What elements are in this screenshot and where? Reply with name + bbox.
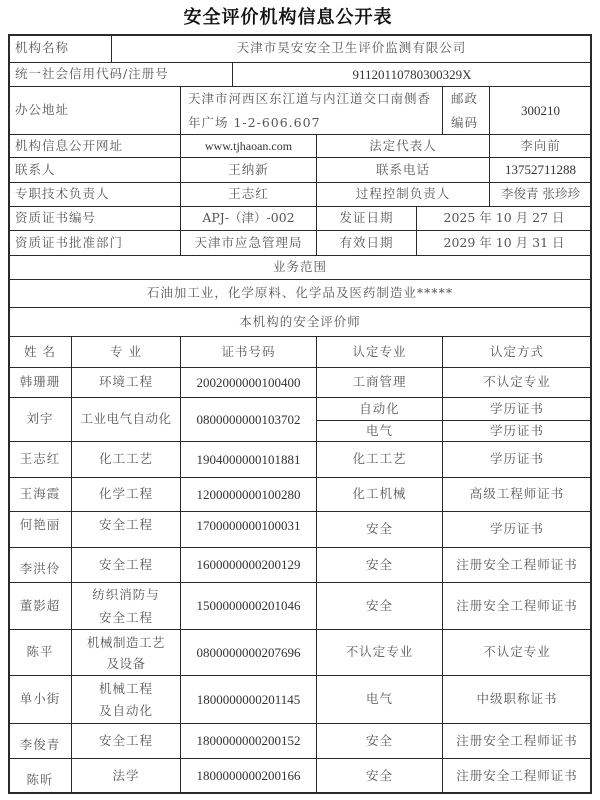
staff-major: 安全工程: [71, 547, 181, 583]
staff-recognized: 化工机械: [316, 477, 443, 512]
staff-cert: 1904000000101881: [180, 441, 317, 478]
org-name-label: 机构名称: [8, 34, 112, 63]
staff-recognized: 安全: [316, 547, 443, 583]
issue-date: 2025 年 10 月 27 日: [416, 206, 592, 231]
staff-major-line-2: 及自动化: [98, 702, 153, 718]
header-recognized: 认定专业: [316, 336, 443, 368]
address-label: 办公地址: [8, 86, 181, 135]
staff-major: 化学工程: [71, 477, 181, 512]
staff-major-line-2: 及设备: [106, 655, 146, 671]
staff-method: 学历证书: [442, 397, 592, 421]
header-name: 姓 名: [8, 336, 72, 368]
phone: 13752711288: [489, 157, 592, 183]
staff-name: 李洪伶: [8, 547, 72, 583]
staff-major: 安全工程: [71, 723, 181, 759]
staff-recognized: 安全: [316, 511, 443, 548]
staff-cert: 2002000000100400: [180, 367, 317, 398]
staff-major: [71, 675, 181, 724]
staff-recognized: 不认定专业: [316, 629, 443, 676]
tech-lead-label: 专职技术负责人: [8, 182, 181, 207]
staff-cert: 1600000000200129: [180, 547, 317, 583]
approval-dept-label: 资质证书批准部门: [8, 230, 181, 256]
staff-recognized: 电气: [316, 675, 443, 724]
staff-major-line-2: 安全工程: [98, 610, 153, 625]
credit-code-label: 统一社会信用代码/注册号: [8, 62, 233, 87]
staff-name: 陈昕: [8, 758, 72, 794]
staff-recognized: 化工工艺: [316, 441, 443, 478]
staff-name: 王志红: [8, 441, 72, 478]
address: 天津市河西区东江道与内江道交口南侧香年广场 1-2-606.607: [180, 86, 443, 135]
contact-label: 联系人: [8, 157, 181, 183]
legal-rep: 李向前: [489, 134, 592, 158]
staff-section-label: 本机构的安全评价师: [8, 307, 592, 337]
staff-cert: 1800000000201145: [180, 675, 317, 724]
staff-method: 注册安全工程师证书: [442, 582, 592, 630]
staff-name: 韩珊珊: [8, 367, 72, 398]
staff-method: 中级职称证书: [442, 675, 592, 724]
staff-major: 安全工程: [71, 511, 181, 548]
website-link[interactable]: www.tjhaoan.com: [180, 134, 317, 158]
staff-method-2: 学历证书: [442, 420, 592, 442]
staff-name: 董影超: [8, 582, 72, 630]
tech-lead: 王志红: [180, 182, 317, 207]
staff-method: 学历证书: [442, 511, 592, 548]
valid-date: 2029 年 10 月 31 日: [416, 230, 592, 256]
valid-date-label: 有效日期: [316, 230, 417, 256]
staff-major-line-1: 纺织消防与: [92, 587, 160, 602]
process-lead: 李俊青 张珍珍: [489, 182, 592, 207]
postcode: 300210: [489, 86, 592, 135]
issue-date-label: 发证日期: [316, 206, 417, 231]
staff-cert: 1500000000201046: [180, 582, 317, 630]
staff-major-line-1: 机械工程: [98, 680, 153, 696]
staff-major: [71, 629, 181, 676]
scope-label: 业务范围: [8, 255, 592, 280]
staff-method: 注册安全工程师证书: [442, 723, 592, 759]
header-method: 认定方式: [442, 336, 592, 368]
header-cert: 证书号码: [180, 336, 317, 368]
approval-dept: 天津市应急管理局: [180, 230, 317, 256]
process-lead-label: 过程控制负责人: [316, 182, 490, 207]
staff-method: 不认定专业: [442, 367, 592, 398]
staff-recognized-2: 电气: [316, 420, 443, 442]
credit-code: 91120110780300329X: [232, 62, 592, 87]
staff-name: 王海霞: [8, 477, 72, 512]
staff-cert: 1200000000100280: [180, 477, 317, 512]
postcode-label: 邮政编码: [442, 86, 490, 135]
staff-major: 化工工艺: [71, 441, 181, 478]
staff-recognized: 安全: [316, 723, 443, 759]
phone-label: 联系电话: [316, 157, 490, 183]
org-name: 天津市昊安安全卫生评价监测有限公司: [111, 34, 592, 63]
staff-method: 高级工程师证书: [442, 477, 592, 512]
staff-recognized: 工商管理: [316, 367, 443, 398]
staff-cert: 1800000000200166: [180, 758, 317, 794]
staff-recognized: 安全: [316, 758, 443, 794]
page-title: 安全评价机构信息公开表: [183, 7, 393, 28]
staff-method: 注册安全工程师证书: [442, 758, 592, 794]
header-major: 专 业: [71, 336, 181, 368]
staff-recognized: 安全: [316, 582, 443, 630]
staff-major: [71, 582, 181, 630]
cert-no: APJ-（津）-002: [180, 206, 317, 231]
staff-cert: 0800000000207696: [180, 629, 317, 676]
cert-no-label: 资质证书编号: [8, 206, 181, 231]
contact: 王纳新: [180, 157, 317, 183]
website-label: 机构信息公开网址: [8, 134, 181, 158]
staff-name: 陈平: [8, 629, 72, 676]
staff-major: 法学: [71, 758, 181, 794]
staff-cert: 1700000000100031: [180, 511, 317, 548]
legal-rep-label: 法定代表人: [316, 134, 490, 158]
staff-cert: 1800000000200152: [180, 723, 317, 759]
staff-method: 注册安全工程师证书: [442, 547, 592, 583]
scope: 石油加工业，化学原料、化学品及医药制造业*****: [8, 279, 592, 308]
staff-method: 学历证书: [442, 441, 592, 478]
staff-cert: 0800000000103702: [180, 397, 317, 442]
staff-major: 工业电气自动化: [71, 397, 181, 442]
staff-name: 刘宇: [8, 397, 72, 442]
staff-name: 李俊青: [8, 723, 72, 759]
staff-name: 何艳丽: [8, 511, 72, 548]
staff-major: 环境工程: [71, 367, 181, 398]
staff-major-line-1: 机械制造工艺: [86, 634, 165, 650]
staff-method: 不认定专业: [442, 629, 592, 676]
staff-name: 单小街: [8, 675, 72, 724]
staff-recognized: 自动化: [316, 397, 443, 421]
